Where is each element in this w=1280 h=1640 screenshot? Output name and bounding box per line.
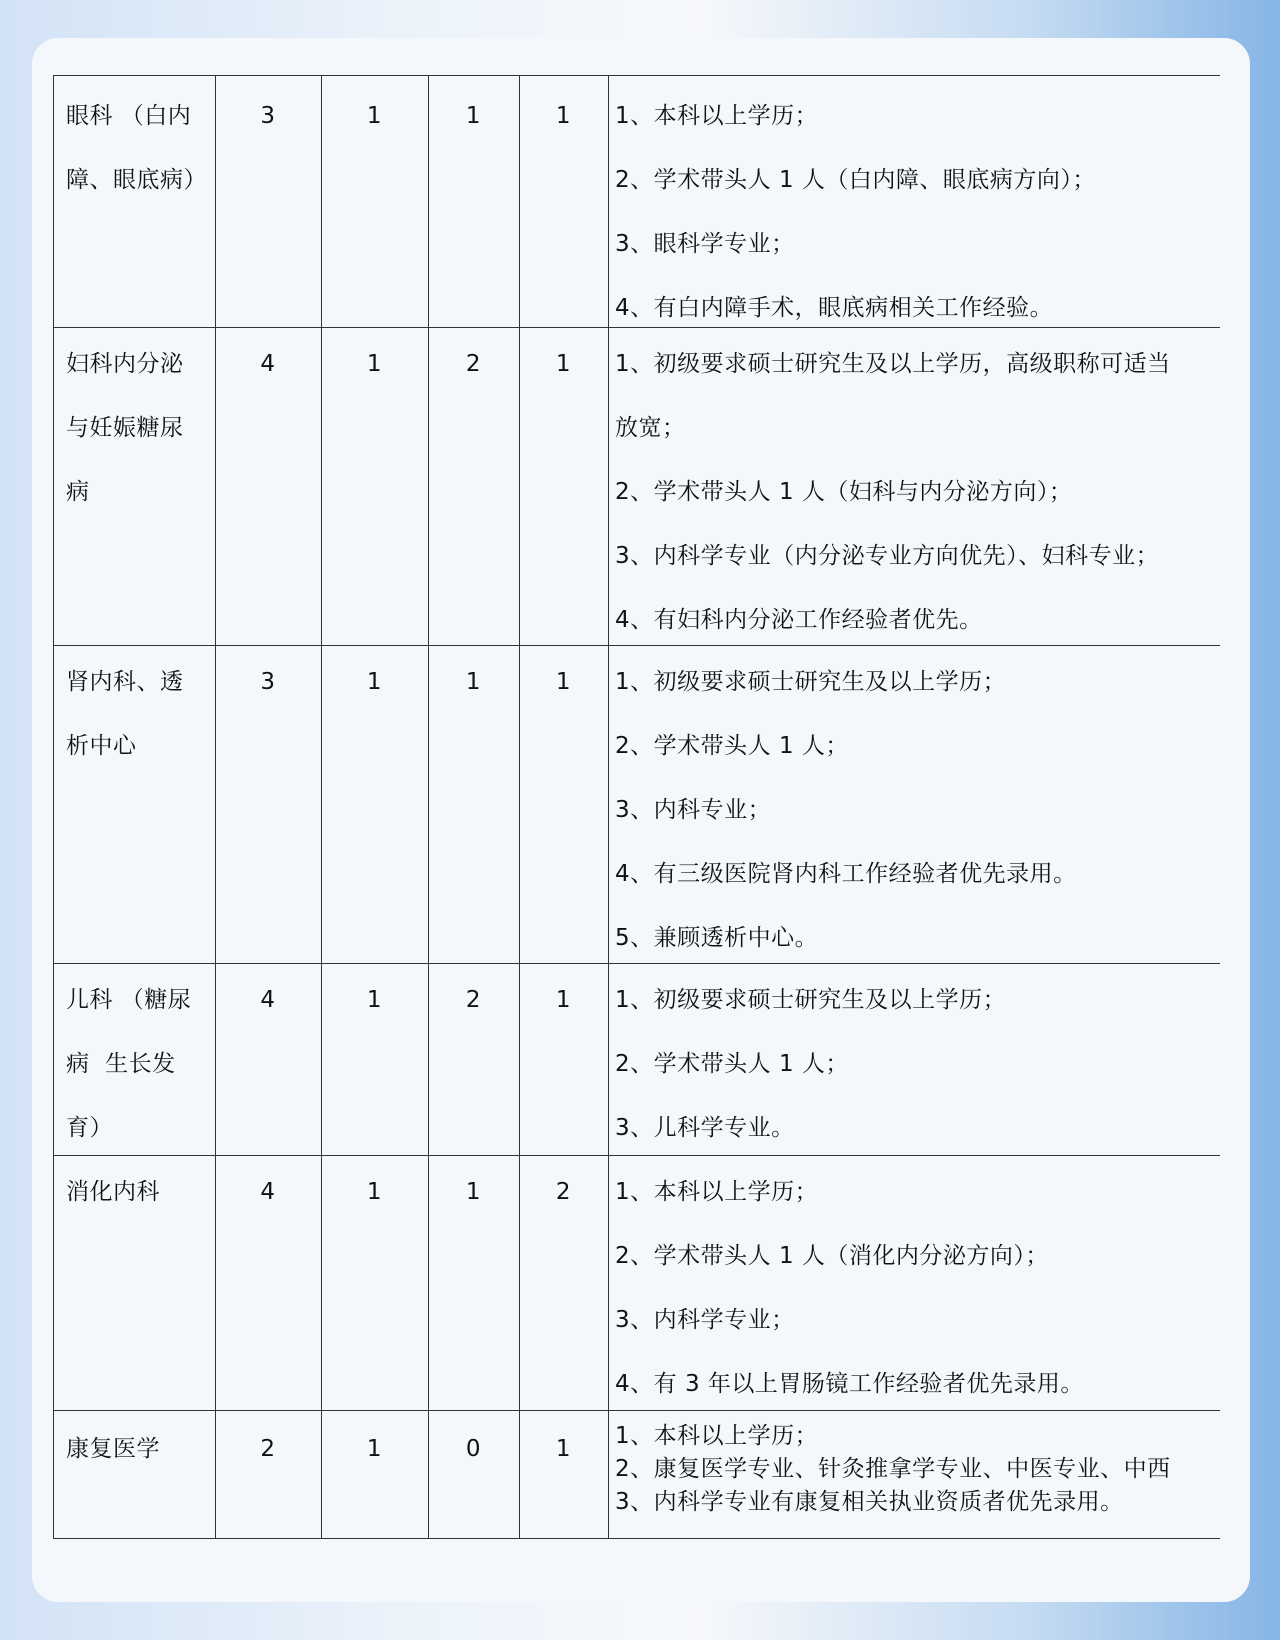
department-line: 肾内科、透 — [66, 669, 184, 695]
count-cell: 1 — [366, 1436, 383, 1462]
count-cell: 2 — [465, 987, 482, 1013]
count-cell: 0 — [465, 1436, 482, 1462]
table-row — [53, 964, 1220, 1156]
department-line: 与妊娠糖尿 — [66, 415, 184, 441]
requirement-line: 3、内科学专业； — [615, 1307, 795, 1333]
requirements-cell — [615, 84, 1215, 340]
requirement-line: 4、有 3 年以上胃肠镜工作经验者优先录用。 — [615, 1371, 1084, 1397]
requirement-line: 3、内科学专业有康复相关执业资质者优先录用。 — [615, 1489, 1124, 1515]
count-cell: 1 — [555, 103, 572, 129]
table-row — [53, 1411, 1220, 1539]
department-line: 育） — [66, 1115, 113, 1141]
count-cell: 1 — [555, 1436, 572, 1462]
requirement-line: 1、本科以上学历； — [615, 103, 819, 129]
table-row — [53, 328, 1220, 646]
table-row — [53, 646, 1220, 964]
department-line: 消化内科 — [66, 1179, 160, 1205]
requirement-line: 1、初级要求硕士研究生及以上学历，高级职称可适当 — [615, 351, 1171, 377]
department-line: 析中心 — [66, 733, 137, 759]
department-cell — [66, 1160, 206, 1224]
requirements-cell — [615, 968, 1215, 1160]
count-cell: 1 — [366, 669, 383, 695]
recruitment-table — [53, 75, 1220, 1539]
requirements-cell — [615, 650, 1215, 970]
table-row — [53, 1156, 1220, 1411]
count-cell: 1 — [366, 103, 383, 129]
department-cell — [66, 84, 206, 212]
department-line: 康复医学 — [66, 1436, 160, 1462]
requirement-line: 1、本科以上学历； — [615, 1423, 819, 1449]
count-cell: 3 — [260, 103, 276, 129]
count-cell: 4 — [260, 351, 276, 377]
requirement-line: 3、眼科学专业； — [615, 231, 795, 257]
department-line: 病 — [66, 479, 90, 505]
requirement-line: 2、学术带头人 1 人； — [615, 1051, 849, 1077]
department-cell — [66, 650, 206, 778]
count-cell: 1 — [465, 1179, 482, 1205]
count-cell: 3 — [260, 669, 276, 695]
requirement-line: 3、内科学专业（内分泌专业方向优先）、妇科专业； — [615, 543, 1160, 569]
requirement-line: 1、初级要求硕士研究生及以上学历； — [615, 987, 1007, 1013]
count-cell: 4 — [260, 987, 276, 1013]
requirement-line: 2、学术带头人 1 人（妇科与内分泌方向）； — [615, 479, 1073, 505]
count-cell: 2 — [555, 1179, 572, 1205]
requirement-line: 4、有白内障手术，眼底病相关工作经验。 — [615, 295, 1054, 321]
count-cell: 1 — [555, 351, 572, 377]
requirements-cell — [615, 1420, 1215, 1519]
requirements-cell — [615, 332, 1215, 652]
department-cell — [66, 332, 206, 524]
requirement-line: 放宽； — [615, 415, 686, 441]
count-cell: 4 — [260, 1179, 276, 1205]
count-cell: 2 — [260, 1436, 276, 1462]
requirement-line: 4、有三级医院肾内科工作经验者优先录用。 — [615, 861, 1077, 887]
requirement-line: 2、学术带头人 1 人（消化内分泌方向）； — [615, 1243, 1049, 1269]
requirements-cell — [615, 1160, 1215, 1416]
requirement-line: 4、有妇科内分泌工作经验者优先。 — [615, 607, 983, 633]
count-cell: 1 — [555, 987, 572, 1013]
count-cell: 1 — [465, 669, 482, 695]
requirement-line: 2、康复医学专业、针灸推拿学专业、中医专业、中西 — [615, 1456, 1171, 1482]
requirement-line: 1、本科以上学历； — [615, 1179, 819, 1205]
department-cell — [66, 968, 206, 1160]
department-line: 病 生长发 — [66, 1051, 176, 1077]
count-cell: 1 — [366, 987, 383, 1013]
department-line: 儿科 （糖尿 — [66, 987, 192, 1013]
count-cell: 1 — [366, 1179, 383, 1205]
requirement-line: 5、兼顾透析中心。 — [615, 925, 819, 951]
count-cell: 1 — [465, 103, 482, 129]
department-line: 眼科 （白内 — [66, 103, 192, 129]
count-cell: 1 — [366, 351, 383, 377]
department-line: 妇科内分泌 — [66, 351, 184, 377]
requirement-line: 3、儿科学专业。 — [615, 1115, 795, 1141]
requirement-line: 2、学术带头人 1 人； — [615, 733, 849, 759]
department-cell — [66, 1417, 206, 1481]
count-cell: 1 — [555, 669, 572, 695]
requirement-line: 2、学术带头人 1 人（白内障、眼底病方向）； — [615, 167, 1096, 193]
count-cell: 2 — [465, 351, 482, 377]
requirement-line: 1、初级要求硕士研究生及以上学历； — [615, 669, 1007, 695]
requirement-line: 3、内科专业； — [615, 797, 772, 823]
table-row — [53, 75, 1220, 328]
department-line: 障、眼底病） — [66, 167, 207, 193]
